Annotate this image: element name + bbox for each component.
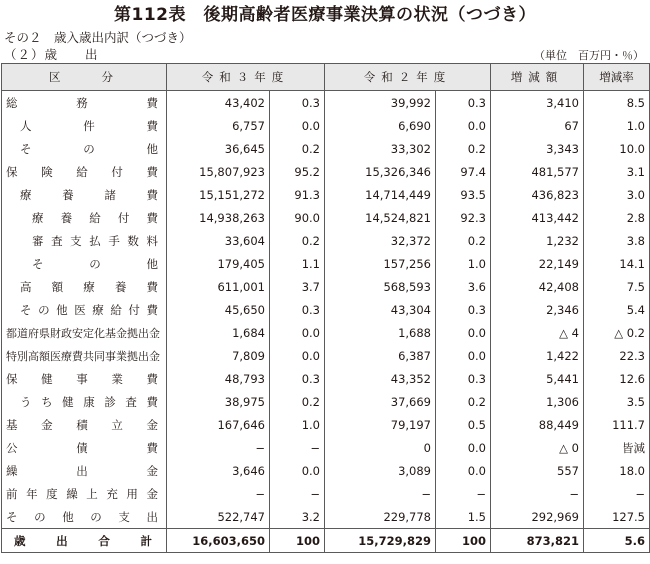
row-label-cell bbox=[2, 321, 167, 344]
cell-r2p: 0.5 bbox=[436, 413, 491, 436]
row-label-cell bbox=[2, 344, 167, 367]
cell-r2p: − bbox=[436, 482, 491, 505]
cell-diff: 2,346 bbox=[491, 298, 584, 321]
cell-r3: 1,684 bbox=[167, 321, 270, 344]
total-row bbox=[2, 529, 650, 553]
table-row bbox=[2, 367, 650, 390]
cell-r3: 43,402 bbox=[167, 91, 270, 115]
cell-diff: 1,306 bbox=[491, 390, 584, 413]
row-label-cell bbox=[2, 298, 167, 321]
cell-r2p: 0.3 bbox=[436, 91, 491, 115]
cell-diff: 873,821 bbox=[491, 529, 584, 553]
cell-r2p: 0.3 bbox=[436, 298, 491, 321]
subsection-subtitle: （２）歳 出 bbox=[4, 47, 99, 62]
cell-rate: 18.0 bbox=[584, 459, 650, 482]
cell-rate: 5.6 bbox=[584, 529, 650, 553]
table-row bbox=[2, 298, 650, 321]
cell-diff: 5,441 bbox=[491, 367, 584, 390]
table-row bbox=[2, 413, 650, 436]
cell-diff: 436,823 bbox=[491, 183, 584, 206]
row-label-cell bbox=[2, 137, 167, 160]
cell-r3: 611,001 bbox=[167, 275, 270, 298]
cell-r2p: 97.4 bbox=[436, 160, 491, 183]
row-label: そ の 他 bbox=[20, 141, 158, 156]
cell-diff: 413,442 bbox=[491, 206, 584, 229]
table-row bbox=[2, 229, 650, 252]
cell-r3p: 0.3 bbox=[270, 298, 325, 321]
cell-r2: 568,593 bbox=[325, 275, 436, 298]
row-label-cell bbox=[2, 413, 167, 436]
cell-r2: 6,690 bbox=[325, 114, 436, 137]
cell-r2: 43,352 bbox=[325, 367, 436, 390]
cell-r3: − bbox=[167, 436, 270, 459]
table-title: 第112表 後期高齢者医療事業決算の状況（つづき） bbox=[114, 5, 536, 25]
cell-r2: 39,992 bbox=[325, 91, 436, 115]
row-label: 審 査 支 払 手 数 料 bbox=[32, 233, 158, 248]
table-row bbox=[2, 183, 650, 206]
cell-r2p: 0.2 bbox=[436, 229, 491, 252]
cell-diff: 481,577 bbox=[491, 160, 584, 183]
cell-r2: 15,729,829 bbox=[325, 529, 436, 553]
cell-rate: − bbox=[584, 482, 650, 505]
cell-r3: 3,646 bbox=[167, 459, 270, 482]
cell-diff: 292,969 bbox=[491, 505, 584, 529]
header-diff: 増減額 bbox=[491, 64, 584, 91]
table-row bbox=[2, 344, 650, 367]
header-r2: 令和２年度 bbox=[325, 64, 491, 91]
table-row bbox=[2, 459, 650, 482]
unit-note: （単位 百万円・％） bbox=[534, 49, 644, 62]
table-row bbox=[2, 390, 650, 413]
cell-r2: − bbox=[325, 482, 436, 505]
table-row bbox=[2, 206, 650, 229]
row-label: 前 年 度 繰 上 充 用 金 bbox=[6, 486, 158, 501]
cell-diff: 3,410 bbox=[491, 91, 584, 115]
cell-r2: 14,714,449 bbox=[325, 183, 436, 206]
cell-r3: 15,151,272 bbox=[167, 183, 270, 206]
cell-r3: 48,793 bbox=[167, 367, 270, 390]
row-label: う ち 健 康 診 査 費 bbox=[20, 394, 158, 409]
cell-r3: 36,645 bbox=[167, 137, 270, 160]
cell-r3p: 0.0 bbox=[270, 321, 325, 344]
table-row bbox=[2, 252, 650, 275]
cell-rate: 22.3 bbox=[584, 344, 650, 367]
cell-r2: 229,778 bbox=[325, 505, 436, 529]
cell-r2p: 0.0 bbox=[436, 321, 491, 344]
cell-r3p: 95.2 bbox=[270, 160, 325, 183]
cell-diff: 1,422 bbox=[491, 344, 584, 367]
cell-rate: 3.0 bbox=[584, 183, 650, 206]
row-label: 繰 出 金 bbox=[6, 463, 158, 478]
cell-r3p: 0.0 bbox=[270, 114, 325, 137]
cell-r2p: 3.6 bbox=[436, 275, 491, 298]
cell-r3p: 1.1 bbox=[270, 252, 325, 275]
cell-r3: − bbox=[167, 482, 270, 505]
cell-diff: 557 bbox=[491, 459, 584, 482]
table-row bbox=[2, 137, 650, 160]
cell-r2: 1,688 bbox=[325, 321, 436, 344]
cell-rate: 3.5 bbox=[584, 390, 650, 413]
cell-rate: 3.1 bbox=[584, 160, 650, 183]
cell-r2p: 1.0 bbox=[436, 252, 491, 275]
row-label: 歳 出 合 計 bbox=[14, 533, 152, 548]
cell-rate: 7.5 bbox=[584, 275, 650, 298]
table-row bbox=[2, 275, 650, 298]
row-label-cell bbox=[2, 459, 167, 482]
cell-r3p: 0.3 bbox=[270, 91, 325, 115]
cell-r3: 45,650 bbox=[167, 298, 270, 321]
cell-r3: 14,938,263 bbox=[167, 206, 270, 229]
table-row bbox=[2, 505, 650, 529]
row-label-cell bbox=[2, 390, 167, 413]
table-row bbox=[2, 114, 650, 137]
table-row bbox=[2, 91, 650, 115]
cell-r3: 179,405 bbox=[167, 252, 270, 275]
cell-r3p: 100 bbox=[270, 529, 325, 553]
cell-diff: − bbox=[491, 482, 584, 505]
row-label: そ の 他 医 療 給 付 費 bbox=[20, 302, 158, 317]
row-label-cell bbox=[2, 229, 167, 252]
cell-r2p: 0.0 bbox=[436, 114, 491, 137]
cell-r2: 43,304 bbox=[325, 298, 436, 321]
cell-r3: 33,604 bbox=[167, 229, 270, 252]
cell-r2: 14,524,821 bbox=[325, 206, 436, 229]
cell-diff: 3,343 bbox=[491, 137, 584, 160]
row-label: 基 金 積 立 金 bbox=[6, 417, 158, 432]
row-label-cell bbox=[2, 275, 167, 298]
cell-r3: 38,975 bbox=[167, 390, 270, 413]
cell-r3: 167,646 bbox=[167, 413, 270, 436]
table-row bbox=[2, 482, 650, 505]
row-label: 総 務 費 bbox=[6, 95, 158, 110]
cell-r2: 79,197 bbox=[325, 413, 436, 436]
header-row bbox=[2, 64, 650, 91]
cell-rate: 皆減 bbox=[584, 436, 650, 459]
cell-r2: 0 bbox=[325, 436, 436, 459]
cell-r2p: 0.0 bbox=[436, 436, 491, 459]
cell-rate: 1.0 bbox=[584, 114, 650, 137]
cell-r2p: 100 bbox=[436, 529, 491, 553]
cell-r3: 15,807,923 bbox=[167, 160, 270, 183]
cell-rate: 8.5 bbox=[584, 91, 650, 115]
row-label: 療 養 諸 費 bbox=[20, 187, 158, 202]
cell-r3p: 0.2 bbox=[270, 390, 325, 413]
cell-r2: 32,372 bbox=[325, 229, 436, 252]
cell-rate: 12.6 bbox=[584, 367, 650, 390]
row-label-cell bbox=[2, 367, 167, 390]
header-category: 区 分 bbox=[2, 64, 167, 91]
section-subtitle: その２ 歳入歳出内訳（つづき） bbox=[4, 30, 192, 45]
row-label-cell bbox=[2, 114, 167, 137]
row-label: 特別高額医療費共同事業拠出金 bbox=[6, 349, 160, 363]
cell-r3p: 0.0 bbox=[270, 459, 325, 482]
cell-r3p: 0.3 bbox=[270, 367, 325, 390]
row-label-cell bbox=[2, 529, 167, 553]
row-label-cell bbox=[2, 252, 167, 275]
cell-r3p: 0.2 bbox=[270, 229, 325, 252]
cell-r3p: − bbox=[270, 436, 325, 459]
row-label-cell bbox=[2, 436, 167, 459]
row-label: 都道府県財政安定化基金拠出金 bbox=[6, 326, 160, 340]
row-label-cell bbox=[2, 160, 167, 183]
cell-r3p: − bbox=[270, 482, 325, 505]
row-label-cell bbox=[2, 505, 167, 529]
cell-r2: 6,387 bbox=[325, 344, 436, 367]
cell-r3p: 3.7 bbox=[270, 275, 325, 298]
cell-rate: 10.0 bbox=[584, 137, 650, 160]
row-label-cell bbox=[2, 91, 167, 115]
cell-rate: 5.4 bbox=[584, 298, 650, 321]
cell-r2: 33,302 bbox=[325, 137, 436, 160]
cell-r3p: 0.0 bbox=[270, 344, 325, 367]
cell-diff: 88,449 bbox=[491, 413, 584, 436]
cell-diff: 42,408 bbox=[491, 275, 584, 298]
row-label-cell bbox=[2, 482, 167, 505]
cell-rate: 127.5 bbox=[584, 505, 650, 529]
row-label: 公 債 費 bbox=[6, 440, 158, 455]
cell-diff: △ 4 bbox=[491, 321, 584, 344]
cell-rate: 3.8 bbox=[584, 229, 650, 252]
cell-r3p: 3.2 bbox=[270, 505, 325, 529]
row-label: 人 件 費 bbox=[20, 118, 158, 133]
cell-r2p: 0.0 bbox=[436, 459, 491, 482]
row-label: そ の 他 bbox=[32, 256, 158, 271]
cell-r2p: 92.3 bbox=[436, 206, 491, 229]
cell-r3: 16,603,650 bbox=[167, 529, 270, 553]
cell-r3p: 1.0 bbox=[270, 413, 325, 436]
cell-r2: 37,669 bbox=[325, 390, 436, 413]
table-row bbox=[2, 436, 650, 459]
cell-r3: 6,757 bbox=[167, 114, 270, 137]
cell-rate: △ 0.2 bbox=[584, 321, 650, 344]
row-label: 高 額 療 養 費 bbox=[20, 279, 158, 294]
row-label: 保 健 事 業 費 bbox=[6, 371, 158, 386]
cell-rate: 14.1 bbox=[584, 252, 650, 275]
table-row bbox=[2, 160, 650, 183]
cell-r2p: 0.3 bbox=[436, 367, 491, 390]
row-label-cell bbox=[2, 183, 167, 206]
cell-r3p: 90.0 bbox=[270, 206, 325, 229]
row-label: そ の 他 の 支 出 bbox=[6, 509, 158, 524]
table-row bbox=[2, 321, 650, 344]
table-body bbox=[2, 91, 650, 553]
cell-r2: 15,326,346 bbox=[325, 160, 436, 183]
cell-r2p: 1.5 bbox=[436, 505, 491, 529]
cell-diff: 67 bbox=[491, 114, 584, 137]
cell-diff: 22,149 bbox=[491, 252, 584, 275]
cell-r3: 522,747 bbox=[167, 505, 270, 529]
cell-r2p: 0.2 bbox=[436, 137, 491, 160]
cell-r2p: 0.0 bbox=[436, 344, 491, 367]
header-rate: 増減率 bbox=[584, 64, 650, 91]
cell-r2: 3,089 bbox=[325, 459, 436, 482]
expenditure-table bbox=[1, 63, 650, 553]
cell-rate: 2.8 bbox=[584, 206, 650, 229]
cell-diff: △ 0 bbox=[491, 436, 584, 459]
header-r3: 令和３年度 bbox=[167, 64, 325, 91]
cell-diff: 1,232 bbox=[491, 229, 584, 252]
cell-r2p: 93.5 bbox=[436, 183, 491, 206]
cell-rate: 111.7 bbox=[584, 413, 650, 436]
row-label: 療 養 給 付 費 bbox=[32, 210, 158, 225]
row-label: 保 険 給 付 費 bbox=[6, 164, 158, 179]
cell-r3p: 0.2 bbox=[270, 137, 325, 160]
cell-r2p: 0.2 bbox=[436, 390, 491, 413]
cell-r2: 157,256 bbox=[325, 252, 436, 275]
cell-r3: 7,809 bbox=[167, 344, 270, 367]
cell-r3p: 91.3 bbox=[270, 183, 325, 206]
row-label-cell bbox=[2, 206, 167, 229]
